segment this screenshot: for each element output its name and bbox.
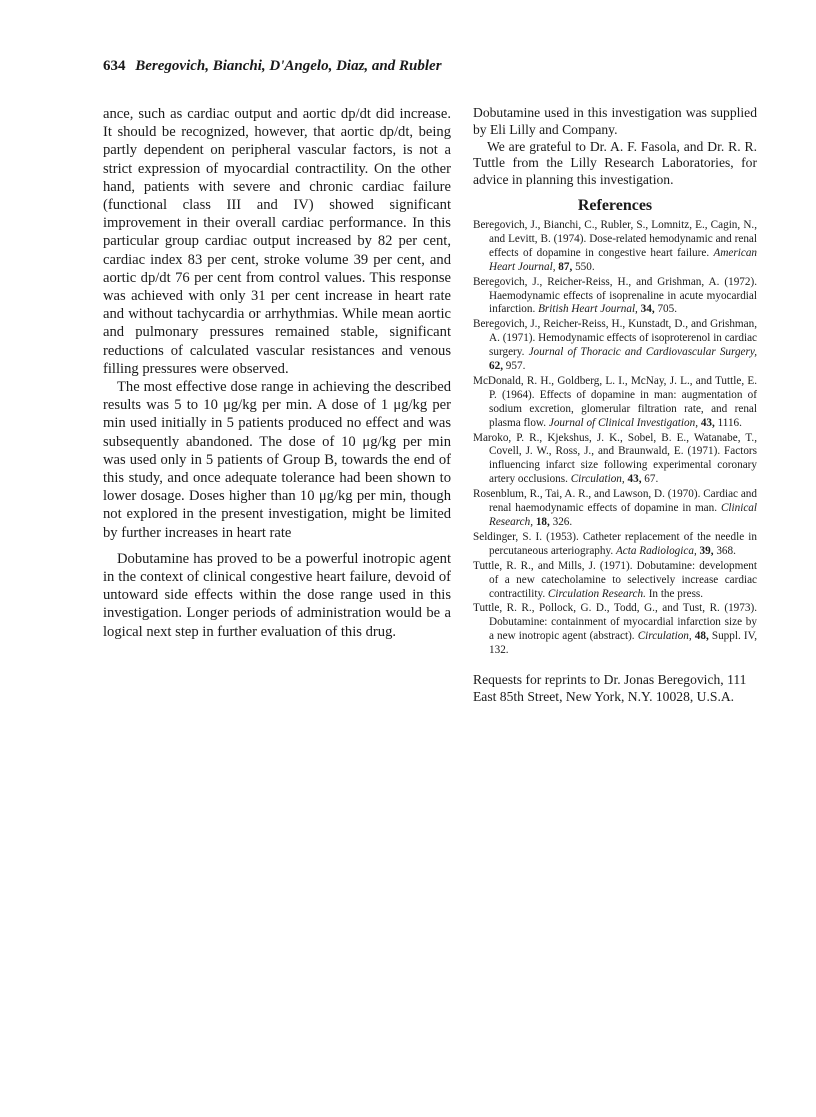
reference-item [473, 276, 757, 318]
reference-text: Tuttle, R. R., and Mills, J. (1971). Dobutamine: development of a new catecholamine to selectively increase cardiac contractility. [473, 559, 757, 600]
body-paragraph: ance, such as cardiac output and aortic dp/dt did increase. It should be recognized, however, that aortic dp/dt, being partly dependent on peripheral vascular factors, is not a strict expression of myocardial contractility. On the other hand, patients with severe and chronic cardiac failure (functional class III and IV) showed significant improvement in their overall cardiac performance. In this particular group cardiac output increased by 82 per cent, cardiac index 83 per cent, stroke volume 39 per cent, and aortic dp/dt 76 per cent from control values. This response was achieved with only 31 per cent increase in heart rate and without tachycardia or arrhythmias. While mean aortic and pulmonary pressures remained stable, significant reductions of calculated vascular resistances and venous filling pressures were observed. [103, 106, 451, 377]
reference-page: Suppl. IV, 132. [489, 630, 758, 657]
reference-item [473, 531, 757, 559]
left-column [103, 105, 451, 641]
reprint-request: Requests for reprints to Dr. Jonas Beregovich, 111 East 85th Street, New York, N.Y. 10028, U.S.A. [473, 672, 747, 704]
running-authors: Beregovich, Bianchi, D'Angelo, Diaz, and Rubler [135, 58, 442, 74]
reference-list [473, 219, 757, 658]
reference-journal: Journal of Thoracic and Cardiovascular Surgery, [528, 346, 758, 359]
reference-volume: 18, [535, 516, 550, 529]
running-header [103, 58, 442, 75]
references-heading: References [577, 196, 653, 214]
reference-volume: 43, [700, 416, 715, 429]
reference-page: 1116. [717, 416, 742, 429]
reference-text: Rosenblum, R., Tai, A. R., and Lawson, D. (1970). Cardiac and renal haemodynamic effects of dopamine in man. [473, 488, 757, 515]
reference-volume: 87, [558, 260, 573, 273]
reference-volume: 62, [489, 360, 503, 373]
reference-page: 550. [575, 260, 595, 273]
reference-journal: Circulation, [570, 473, 625, 486]
acknowledgement-paragraph: We are grateful to Dr. A. F. Fasola, and Dr. R. R. Tuttle from the Lilly Research Laboratories, for advice in planning this investigation. [473, 138, 757, 188]
reference-journal: Circulation Research. [547, 587, 646, 600]
right-column [473, 105, 757, 706]
body-paragraph: Dobutamine has proved to be a powerful inotropic agent in the context of clinical congestive heart failure, devoid of untoward side effects within the dose range used in this investigation. Longer periods of administration would be a logical next step in further evaluation of this drug. [103, 550, 451, 640]
reference-volume: 48, [694, 630, 709, 643]
reference-item [473, 432, 757, 488]
body-paragraph: The most effective dose range in achieving the described results was 5 to 10 μg/kg per min. A dose of 1 μg/kg per min used initially in 5 patients produced no effect and was subsequently abandoned. The dose of 10 μg/kg per min was used only in 5 patients of Group B, towards the end of this study, and once adequate tolerance had been shown to lower dosage. Doses higher than 10 μg/kg per min, though not explored in the present investigation, might be limited by further increases in heart rate [103, 379, 451, 541]
reference-text: Seldinger, S. I. (1953). Catheter replacement of the needle in percutaneous arteriography. [473, 530, 757, 557]
reference-page: 368. [716, 544, 736, 557]
reference-journal: British Heart Journal, [538, 303, 638, 316]
acknowledgement-paragraph: Dobutamine used in this investigation was supplied by Eli Lilly and Company. [473, 105, 757, 137]
reference-journal: Journal of Clinical Investigation, [548, 416, 699, 429]
reference-volume: 43, [627, 473, 642, 486]
reference-page: 67. [644, 473, 659, 486]
reference-item [473, 488, 757, 530]
reference-text: McDonald, R. H., Goldberg, L. I., McNay, J. L., and Tuttle, E. P. (1964). Effects of dopamine in man: augmentation of sodium excretion, glomerular filtration rate, and renal plasma flow. [473, 374, 757, 429]
reference-journal: American Heart Journal, [489, 246, 758, 273]
reference-volume: 34, [640, 303, 655, 316]
reference-journal: Circulation, [637, 630, 692, 643]
reference-page: 957. [505, 360, 526, 373]
reference-item [473, 560, 757, 602]
reference-text: Beregovich, J., Bianchi, C., Rubler, S., Lomnitz, E., Cagin, N., and Levitt, B. (1974). Dose-related hemodynamic and renal effects of dopamine in congestive heart failure. [473, 218, 757, 259]
reference-journal: Acta Radiologica, [615, 544, 697, 557]
reference-page: 326. [552, 516, 573, 529]
reference-text: Maroko, P. R., Kjekshus, J. K., Sobel, B. E., Watanabe, T., Covell, J. W., Ross, J., and Braunwald, E. (1971). Factors influencing infarct size following experimental coronary artery occlusions. [473, 431, 757, 486]
reference-page: 705. [657, 303, 678, 316]
reference-item [473, 602, 757, 658]
reference-page: In the press. [648, 587, 704, 600]
reference-text: Tuttle, R. R., Pollock, G. D., Todd, G., and Tust, R. (1973). Dobutamine: containment of myocardial infarction size by a new inotropic agent (abstract). [473, 602, 757, 643]
reference-text: Beregovich, J., Reicher-Reiss, H., and Grishman, A. (1972). Haemodynamic effects of isoprenaline in acute myocardial infarction. [473, 275, 757, 316]
reference-journal: Clinical Research, [489, 502, 757, 529]
reference-volume: 39, [699, 544, 714, 557]
reference-text: Beregovich, J., Reicher-Reiss, H., Kunstadt, D., and Grishman, A. (1971). Hemodynamic effects of isoproterenol in cardiac surgery. [473, 318, 757, 359]
reference-item [473, 318, 757, 374]
reference-item [473, 375, 757, 431]
page-number: 634 [103, 58, 126, 74]
reference-item [473, 219, 757, 275]
